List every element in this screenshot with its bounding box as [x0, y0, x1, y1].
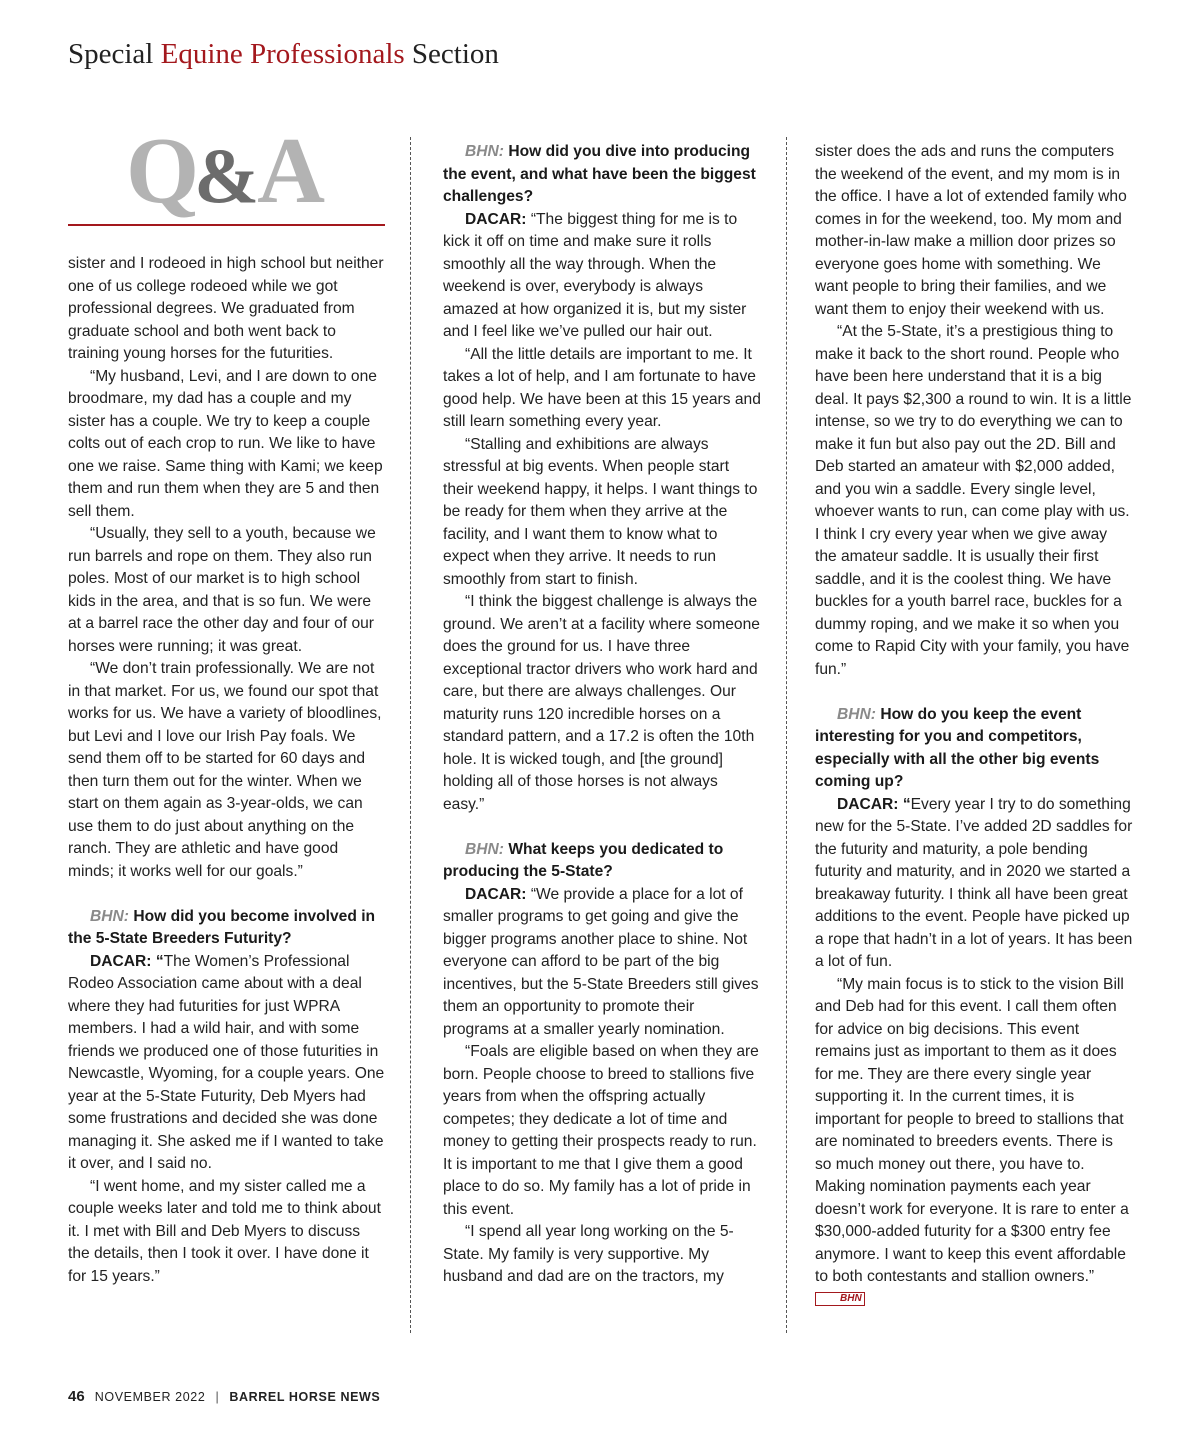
paragraph: “At the 5-State, it’s a prestigious thing to make it back to the short round. People who have been here understand that it is a big deal. It pays $2,300 a round to win. It is a little intense, so we try to do everything we can to make it fun but also pay out the 2D. Bill and Deb started an amateur with $2,000 added, and you win a saddle. Every single level, whoever wants to run, can come play with us. I think I cry every year when we give away the amateur saddle. It is usually their first saddle, and it is the coolest thing. We have buckles for a youth barrel race, buckles for a dummy roping, and we make it so when you come to Rapid City with your family, you have fun.”: [815, 323, 1132, 678]
qa-logo-a: A: [257, 119, 320, 223]
answer: [443, 209, 761, 344]
column-3: [815, 141, 1133, 1311]
qa-logo: [126, 119, 320, 223]
paragraph: “Foals are eligible based on when they are born. People choose to breed to stallions five years from when the offspring actually competes; they dedicate a lot of time and money to getting their prospects ready to run. It is important to me that I give them a good place to do so. My family has a lot of pride in this event.: [443, 1043, 759, 1218]
answer-text: The Women’s Professional Rodeo Association came about with a deal where they had futurities for just WPRA members. I had a wild hair, and with some friends we produced one of those futurities in Newcastle, Wyoming, for a couple years. One year at the 5-State Futurity, Deb Myers had some frustrations and decided she was done managing it. She asked me if I wanted to take it over, and I said no.: [68, 952, 385, 1172]
question-text: How did you become involved in the 5-State Breeders Futurity?: [68, 907, 376, 947]
answer-text: “We provide a place for a lot of smaller programs to get going and give the bigger programs another place to shine. Not everyone can afford to be part of the big incentives, but the 5-State Breeders still gives them an opportunity to promote their programs at a smaller yearly nomination.: [443, 885, 759, 1038]
speaker-label: DACAR: “: [90, 952, 164, 970]
answer-text: Every year I try to do something new for the 5-State. I’ve added 2D saddles for the futurity and maturity, a pole bending futurity and maturity, and in 2020 we started a breakaway futurity. I think all have been great additions to the event. People have picked up a rope that hadn’t in a lot of years. It has been a lot of fun.: [815, 795, 1133, 970]
bhn-end-mark: BHN: [815, 1292, 865, 1306]
question: [443, 839, 761, 884]
column-2: [443, 141, 761, 1289]
question-text: What keeps you dedicated to producing the 5-State?: [443, 840, 724, 880]
paragraph: sister and I rodeoed in high school but neither one of us college rodeoed while we got professional degrees. We graduated from graduate school and both went back to training young horses for the futurities.: [68, 255, 384, 362]
question: [68, 906, 386, 951]
question: [815, 704, 1133, 794]
column-1: [68, 253, 386, 1288]
qa-divider: [68, 224, 385, 226]
header-pre: Special: [68, 38, 154, 70]
speaker-label: DACAR:: [465, 210, 527, 228]
answer: [815, 794, 1133, 974]
header-accent: Equine Professionals: [160, 38, 405, 70]
answer-text: “The biggest thing for me is to kick it off on time and make sure it rolls smoothly all the way through. When the weekend is over, everybody is always amazed at how organized it is, but my sister and I feel like we’ve pulled our hair out.: [443, 210, 747, 340]
paragraph: [815, 974, 1133, 1312]
paragraph: “We don’t train professionally. We are not in that market. For us, we found our spot that works for us. We have a variety of bloodlines, but Levi and I love our Irish Pay foals. We send them off to be started for 60 days and then turn them out for the winter. When we start on them again as 3-year-olds, we can use them to do just about anything on the ranch. They are athletic and have good minds; it works well for our goals.”: [68, 660, 382, 880]
column-divider-2: [786, 137, 787, 1333]
publication-name: BARREL HORSE NEWS: [229, 1390, 381, 1404]
speaker-label: DACAR:: [465, 885, 527, 903]
qa-logo-amp: &: [194, 132, 258, 219]
question-tag: BHN:: [465, 143, 504, 160]
page-number: 46: [68, 1388, 85, 1405]
answer: [68, 951, 386, 1176]
issue-date: NOVEMBER 2022: [94, 1390, 206, 1404]
question-tag: BHN:: [465, 840, 504, 858]
paragraph: “Usually, they sell to a youth, because we run barrels and rope on them. They also run poles. Most of our market is to high school kids in the area, and that is so fun. We were at a barrel race the other day and four of our horses were running; it was great.: [68, 525, 376, 655]
paragraph: “I spend all year long working on the 5-State. My family is very supportive. My husband and dad are on the tractors, my: [443, 1223, 734, 1285]
column-divider-1: [410, 137, 411, 1333]
paragraph: “I think the biggest challenge is always the ground. We aren’t at a facility where someone does the ground for us. I have three exceptional tractor drivers who work hard and care, but there are always challenges. Our maturity runs 120 incredible horses on a standard pattern, and a 17.2 is often the 10th hole. It is wicked tough, and [the ground] holding all of those horses is not always easy.”: [443, 593, 760, 813]
paragraph-text: “My main focus is to stick to the vision Bill and Deb had for this event. I call them often for advice on big decisions. This event remains just as important to them as it does for me. They are there every single year supporting it. In the current times, it is important for people to breed to stallions that are nominated to breeders events. There is so much money out there, you have to. Making nomination payments each year doesn’t work for everyone. It is rare to enter a $30,000-added futurity for a $300 entry fee anymore. I want to keep this event affordable to both contestants and stallion owners.”: [815, 975, 1129, 1285]
question-text: How did you dive into producing the event, and what have been the biggest challenges?: [443, 143, 756, 205]
paragraph: “I went home, and my sister called me a couple weeks later and told me to think about it. I met with Bill and Deb Myers to discuss the details, then I took it over. I have done it for 15 years.”: [68, 1177, 381, 1285]
paragraph: “All the little details are important to me. It takes a lot of help, and I am fortunate to have good help. We have been at this 15 years and still learn something every year.: [443, 345, 761, 430]
speaker-label: DACAR: “: [837, 795, 911, 813]
header-post: Section: [411, 38, 499, 70]
question: [443, 141, 761, 209]
section-header: [68, 38, 499, 71]
footer-separator: |: [215, 1390, 220, 1404]
paragraph: “My husband, Levi, and I are down to one broodmare, my dad has a couple and my sister has a couple. We try to keep a couple colts out of each crop to run. We like to have one we raise. Same thing with Kami; we keep them and run them when they are 5 and then sell them.: [68, 367, 383, 520]
question-tag: BHN:: [90, 907, 129, 925]
qa-logo-q: Q: [126, 119, 195, 223]
question-text: How do you keep the event interesting for you and competitors, especially with all the other big events coming up?: [815, 705, 1100, 790]
page-footer: [68, 1388, 380, 1405]
paragraph: sister does the ads and runs the computers the weekend of the event, and my mom is in the office. I have a lot of extended family who comes in for the weekend, too. My mom and mother-in-law make a million door prizes so everyone goes home with something. We want people to bring their families, and we want them to enjoy their weekend with us.: [815, 143, 1127, 318]
paragraph: “Stalling and exhibitions are always stressful at big events. When people start their weekend happy, it helps. I want things to be ready for them when they arrive at the facility, and I want them to know what to expect when they arrive. It needs to run smoothly from start to finish.: [443, 435, 758, 588]
answer: [443, 884, 761, 1042]
question-tag: BHN:: [837, 705, 876, 723]
